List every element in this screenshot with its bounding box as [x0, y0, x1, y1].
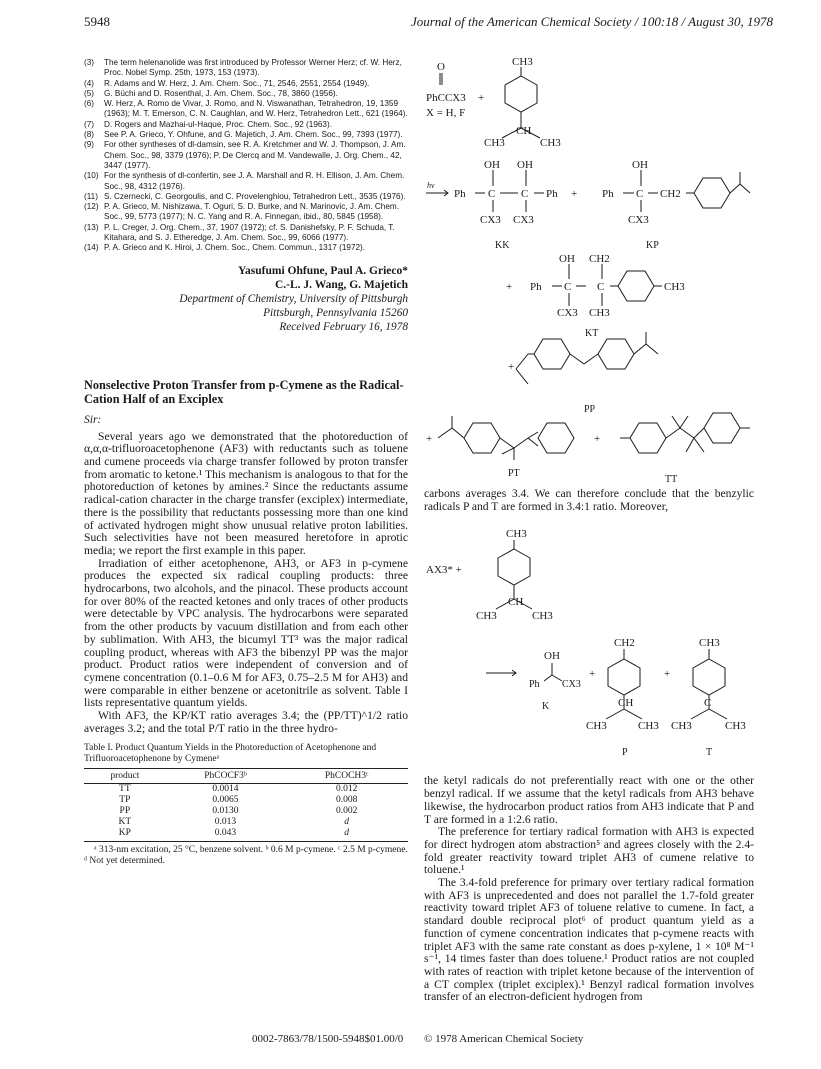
table-header: product — [84, 768, 166, 783]
carbon-label: C — [597, 281, 605, 293]
ch-label: CH — [618, 697, 634, 710]
product-label-tt: TT — [665, 474, 678, 485]
oh-label: OH — [517, 159, 533, 171]
reference-item: (10) For the synthesis of dl-confertin, see J. A. Marshall and R. H. Ellison, J. Am. Chem. Soc., 98, 4312 (1976). — [84, 171, 405, 191]
journal-header: Journal of the American Chemical Society / 100:18 / August 30, 1978 — [410, 14, 773, 29]
x-definition: X = H, F — [426, 107, 466, 119]
authors-line: Yasufumi Ohfune, Paul A. Grieco* — [238, 264, 408, 277]
article-code: 0002-7863/78/1500-5948$01.00/0 — [252, 1033, 404, 1045]
oh-label: OH — [544, 650, 560, 663]
table-footnotes: ᵃ 313-nm excitation, 25 °C, benzene solvent. ᵇ 0.6 M p-cymene. ᶜ 2.5 M p-cymene. ᵈ Not yet determined. — [84, 844, 408, 867]
body-paragraph: carbons averages 3.4. We can therefore conclude that the benzylic radicals P and T are formed in 3.4:1 ratio. Moreover, — [424, 487, 754, 513]
ch3-label: CH3 — [540, 137, 561, 149]
body-paragraph: With AF3, the KP/KT ratio averages 3.4; the (PP/TT)^1/2 ratio averages 3.2; and the total P/T ratio in the three hydro- — [84, 709, 408, 735]
ch3-label: CH3 — [589, 307, 610, 319]
ch3-label: CH3 — [532, 610, 553, 623]
ch3-label: CH3 — [725, 720, 746, 733]
ch-label: CH — [508, 596, 524, 609]
carbon-label: C — [704, 697, 712, 710]
product-label-kp: KP — [646, 240, 659, 251]
radical-label-p: P — [622, 747, 628, 759]
ax3-label: AX3* + — [426, 564, 462, 577]
copyright: © 1978 American Chemical Society — [424, 1033, 584, 1045]
product-label-pt: PT — [508, 468, 520, 479]
carbon-label: C — [636, 188, 644, 200]
body-paragraph: Several years ago we demonstrated that the photoreduction of α,α,α-trifluoroacetophenone (AF3) with reductants such as toluene and cumene proceeds via charge transfer followed by proton transfer from aromatic to ketone.¹ This mechanism is analogous to that for the photoreduction of ketones by amines.² Since the reductants assume radical-cation character in the charge transfer (exciplex) intermediate, there is the possibility that reductants possessing more than one kind of activated hydrogen might show unusual relative proton labilities. Such selectivities have not been measured heretofore in aprotic media; we report the first example in this paper. — [84, 429, 408, 557]
reaction-scheme-1 — [424, 36, 754, 486]
ph-label: Ph — [546, 188, 558, 200]
plus-sign: + — [508, 361, 515, 373]
page-number: 5948 — [84, 14, 110, 29]
body-paragraph: The preference for tertiary radical formation with AH3 is expected for direct hydrogen atom abstraction⁵ and agrees closely with the 2.4-fold greater reactivity toward triplet AH3 of cumene relative to toluene.¹ — [424, 825, 754, 877]
ch3-label: CH3 — [638, 720, 659, 733]
oxygen-label: O — [437, 61, 445, 73]
quantum-yield-table — [84, 768, 408, 842]
article-title: Nonselective Proton Transfer from p-Cymene as the Radical-Cation Half of an Exciplex — [84, 377, 404, 406]
plus-sign: + — [664, 668, 671, 681]
product-label-pp: PP — [584, 404, 596, 415]
table-header: PhCOCF3ᵇ — [166, 768, 286, 783]
plus-sign: + — [426, 433, 433, 445]
cx3-label: CX3 — [562, 679, 581, 691]
carbon-label: C — [564, 281, 572, 293]
affiliation — [84, 292, 408, 334]
ch2-label: CH2 — [660, 188, 681, 200]
ch3-label: CH3 — [476, 610, 497, 623]
plus-sign: + — [571, 188, 578, 200]
product-label-kk: KK — [495, 240, 510, 251]
cx3-label: CX3 — [557, 307, 578, 319]
reference-item: (3) The term helenanolide was first introduced by Professor Werner Herz; cf. W. Herz, Proc. Nobel Symp. 25th, 1973, 153 (1973). — [84, 58, 402, 78]
cx3-label: CX3 — [513, 214, 534, 226]
plus-sign: + — [594, 433, 601, 445]
oh-label: OH — [484, 159, 500, 171]
reaction-scheme-2 — [424, 513, 754, 775]
radical-label-t: T — [706, 747, 713, 759]
ph-label: Ph — [454, 188, 466, 200]
cx3-label: CX3 — [480, 214, 501, 226]
ch3-label: CH3 — [699, 637, 720, 650]
body-paragraph: the ketyl radicals do not preferentially react with one or the other benzyl radical. If we assume that the ketyl radicals from AH3 behave likewise, the hydrocarbon product ratios from AH3 indicate that P and T are formed in a 1:2.6 ratio. — [424, 774, 754, 826]
ph-label: Ph — [602, 188, 614, 200]
reference-item: (6) W. Herz, A. Romo de Vivar, J. Romo, and N. Viswanathan, Tetrahedron, 19, 1359 (1963); M. T. Emerson, C. N. Caughlan, and W. Herz, Tetrahedron Lett., 621 (1964). — [84, 99, 408, 119]
ph-label: Ph — [530, 281, 542, 293]
hv-label: hν — [427, 181, 435, 190]
cx3-label: CX3 — [628, 214, 649, 226]
ch3-label: CH3 — [512, 56, 533, 68]
table-row: KP 0.043 d — [84, 828, 408, 842]
reference-item: (5) G. Büchi and D. Rosenthal, J. Am. Chem. Soc., 78, 3860 (1956). — [84, 88, 338, 98]
table-row: PP 0.0130 0.002 — [119, 805, 358, 816]
table-row: TP 0.0065 0.008 — [119, 794, 358, 805]
ch2-label: CH2 — [614, 637, 635, 650]
ketone-label: PhCCX3 — [426, 92, 466, 104]
author-block — [84, 264, 408, 292]
table-caption: Table I. Product Quantum Yields in the Photoreduction of Acetophenone and Trifluoroacetophenone by Cymeneᵃ — [84, 742, 377, 764]
left-column — [84, 36, 408, 868]
reference-item: (12) P. A. Grieco, M. Nishizawa, T. Oguri, S. D. Burke, and N. Marinovic, J. Am. Chem. Soc., 99, 5773 (1977); N. C. Yang and R. A. Finnegan, ibid., 80, 5845 (1958). — [84, 202, 399, 222]
ch3-label: CH3 — [586, 720, 607, 733]
authors-line: C.-L. J. Wang, G. Majetich — [275, 278, 408, 291]
ph-label: Ph — [529, 679, 540, 691]
reference-list — [84, 58, 408, 254]
reference-item: (8) See P. A. Grieco, Y. Ohfune, and G. Majetich, J. Am. Chem. Soc., 99, 7393 (1977). — [84, 130, 403, 140]
ch3-label: CH3 — [664, 281, 685, 293]
ch3-label: CH3 — [506, 528, 527, 541]
salutation: Sir: — [84, 413, 102, 426]
reference-item: (4) R. Adams and W. Herz, J. Am. Chem. Soc., 71, 2546, 2551, 2554 (1949). — [84, 78, 370, 88]
right-column — [424, 36, 754, 1004]
ch2-label: CH2 — [589, 253, 610, 265]
plus-sign: + — [589, 668, 596, 681]
received-date: Received February 16, 1978 — [279, 320, 408, 333]
oh-label: OH — [559, 253, 575, 265]
table-header: PhCOCH3ᶜ — [285, 768, 408, 783]
affiliation-line: Department of Chemistry, University of Pittsburgh — [179, 292, 408, 305]
ch3-label: CH3 — [484, 137, 505, 149]
reference-item: (9) For other syntheses of dl-damsin, see R. A. Kretchmer and W. J. Thompson, J. Am. Chem. Soc., 98, 3379 (1976); P. De Clercq and M. Vandewalle, J. Org. Chem., 42, 3447 (1977). — [84, 140, 406, 170]
reference-item: (14) P. A. Grieco and K. Hiroi, J. Chem. Soc., Chem. Commun., 1317 (1972). — [84, 243, 366, 253]
carbon-label: C — [521, 188, 529, 200]
oh-label: OH — [632, 159, 648, 171]
ch-label: CH — [516, 125, 532, 137]
reference-item: (13) P. L. Creger, J. Org. Chem., 37, 1907 (1972); cf. S. Danishefsky, P. F. Schuda, T. Kitahara, and S. J. Etheredge, J. Am. Chem. Soc., 99, 6066 (1977). — [84, 222, 395, 243]
affiliation-line: Pittsburgh, Pennsylvania 15260 — [263, 306, 408, 319]
product-label-kt: KT — [585, 328, 599, 339]
ch3-label: CH3 — [671, 720, 692, 733]
radical-label-k: K — [542, 701, 550, 713]
body-paragraph: The 3.4-fold preference for primary over tertiary radical formation with AF3 is unprecedented and does not parallel the 1.7-fold greater reactivity toward triplet AF3 of toluene relative to cumene. In fact, a standard double reciprocal plot⁶ of product quantum yield as a function of cymene concentration indicates that p-cymene reacts with triplet AF3 with the same rate constant as does p-xylene, 1 × 10⁸ M⁻¹ s⁻¹, 14 times faster than does toluene.¹ Product ratios are not coupled with rates of reaction with triplet ketone because of the intervention of a CT complex (triplet exciplex).¹ Benzyl radical formation involves transfer of an electron-deficient hydrogen from — [424, 876, 754, 1004]
reference-item: (11) S. Czernecki, C. Georgoulis, and C. Provelenghiou, Tetrahedron Lett., 3535 (1976). — [84, 191, 406, 201]
carbon-label: C — [488, 188, 496, 200]
body-paragraph: Irradiation of either acetophenone, AH3, or AF3 in p-cymene produces the expected six radical coupling products: three hydrocarbons, two alcohols, and the pinacol. These products account for over 80% of the reacted ketones and only traces of other products were detectable by VPC analysis. The hydrocarbons were separated from the other products by vacuum distillation and from each other by sublimation. With AH3, the bicumyl TT³ was the major radical coupling product, whereas with AF3 the bibenzyl PP was the major product. Product ratios were independent of conversion and of cymene concentration (0.1–0.6 M for AF3, 0.75–2.5 M for AH3) and were comparable in either benzene or acetonitrile as solvent. Table I lists representative quantum yields. — [84, 556, 408, 710]
plus-sign: + — [478, 92, 485, 104]
reference-item: (7) D. Rogers and Mazhai-ul-Haque, Proc. Chem. Soc., 92 (1963). — [84, 119, 332, 129]
table-row: KT 0.013 d — [118, 816, 350, 827]
plus-sign: + — [506, 281, 513, 293]
table-row: TT 0.0014 0.012 — [119, 783, 358, 794]
